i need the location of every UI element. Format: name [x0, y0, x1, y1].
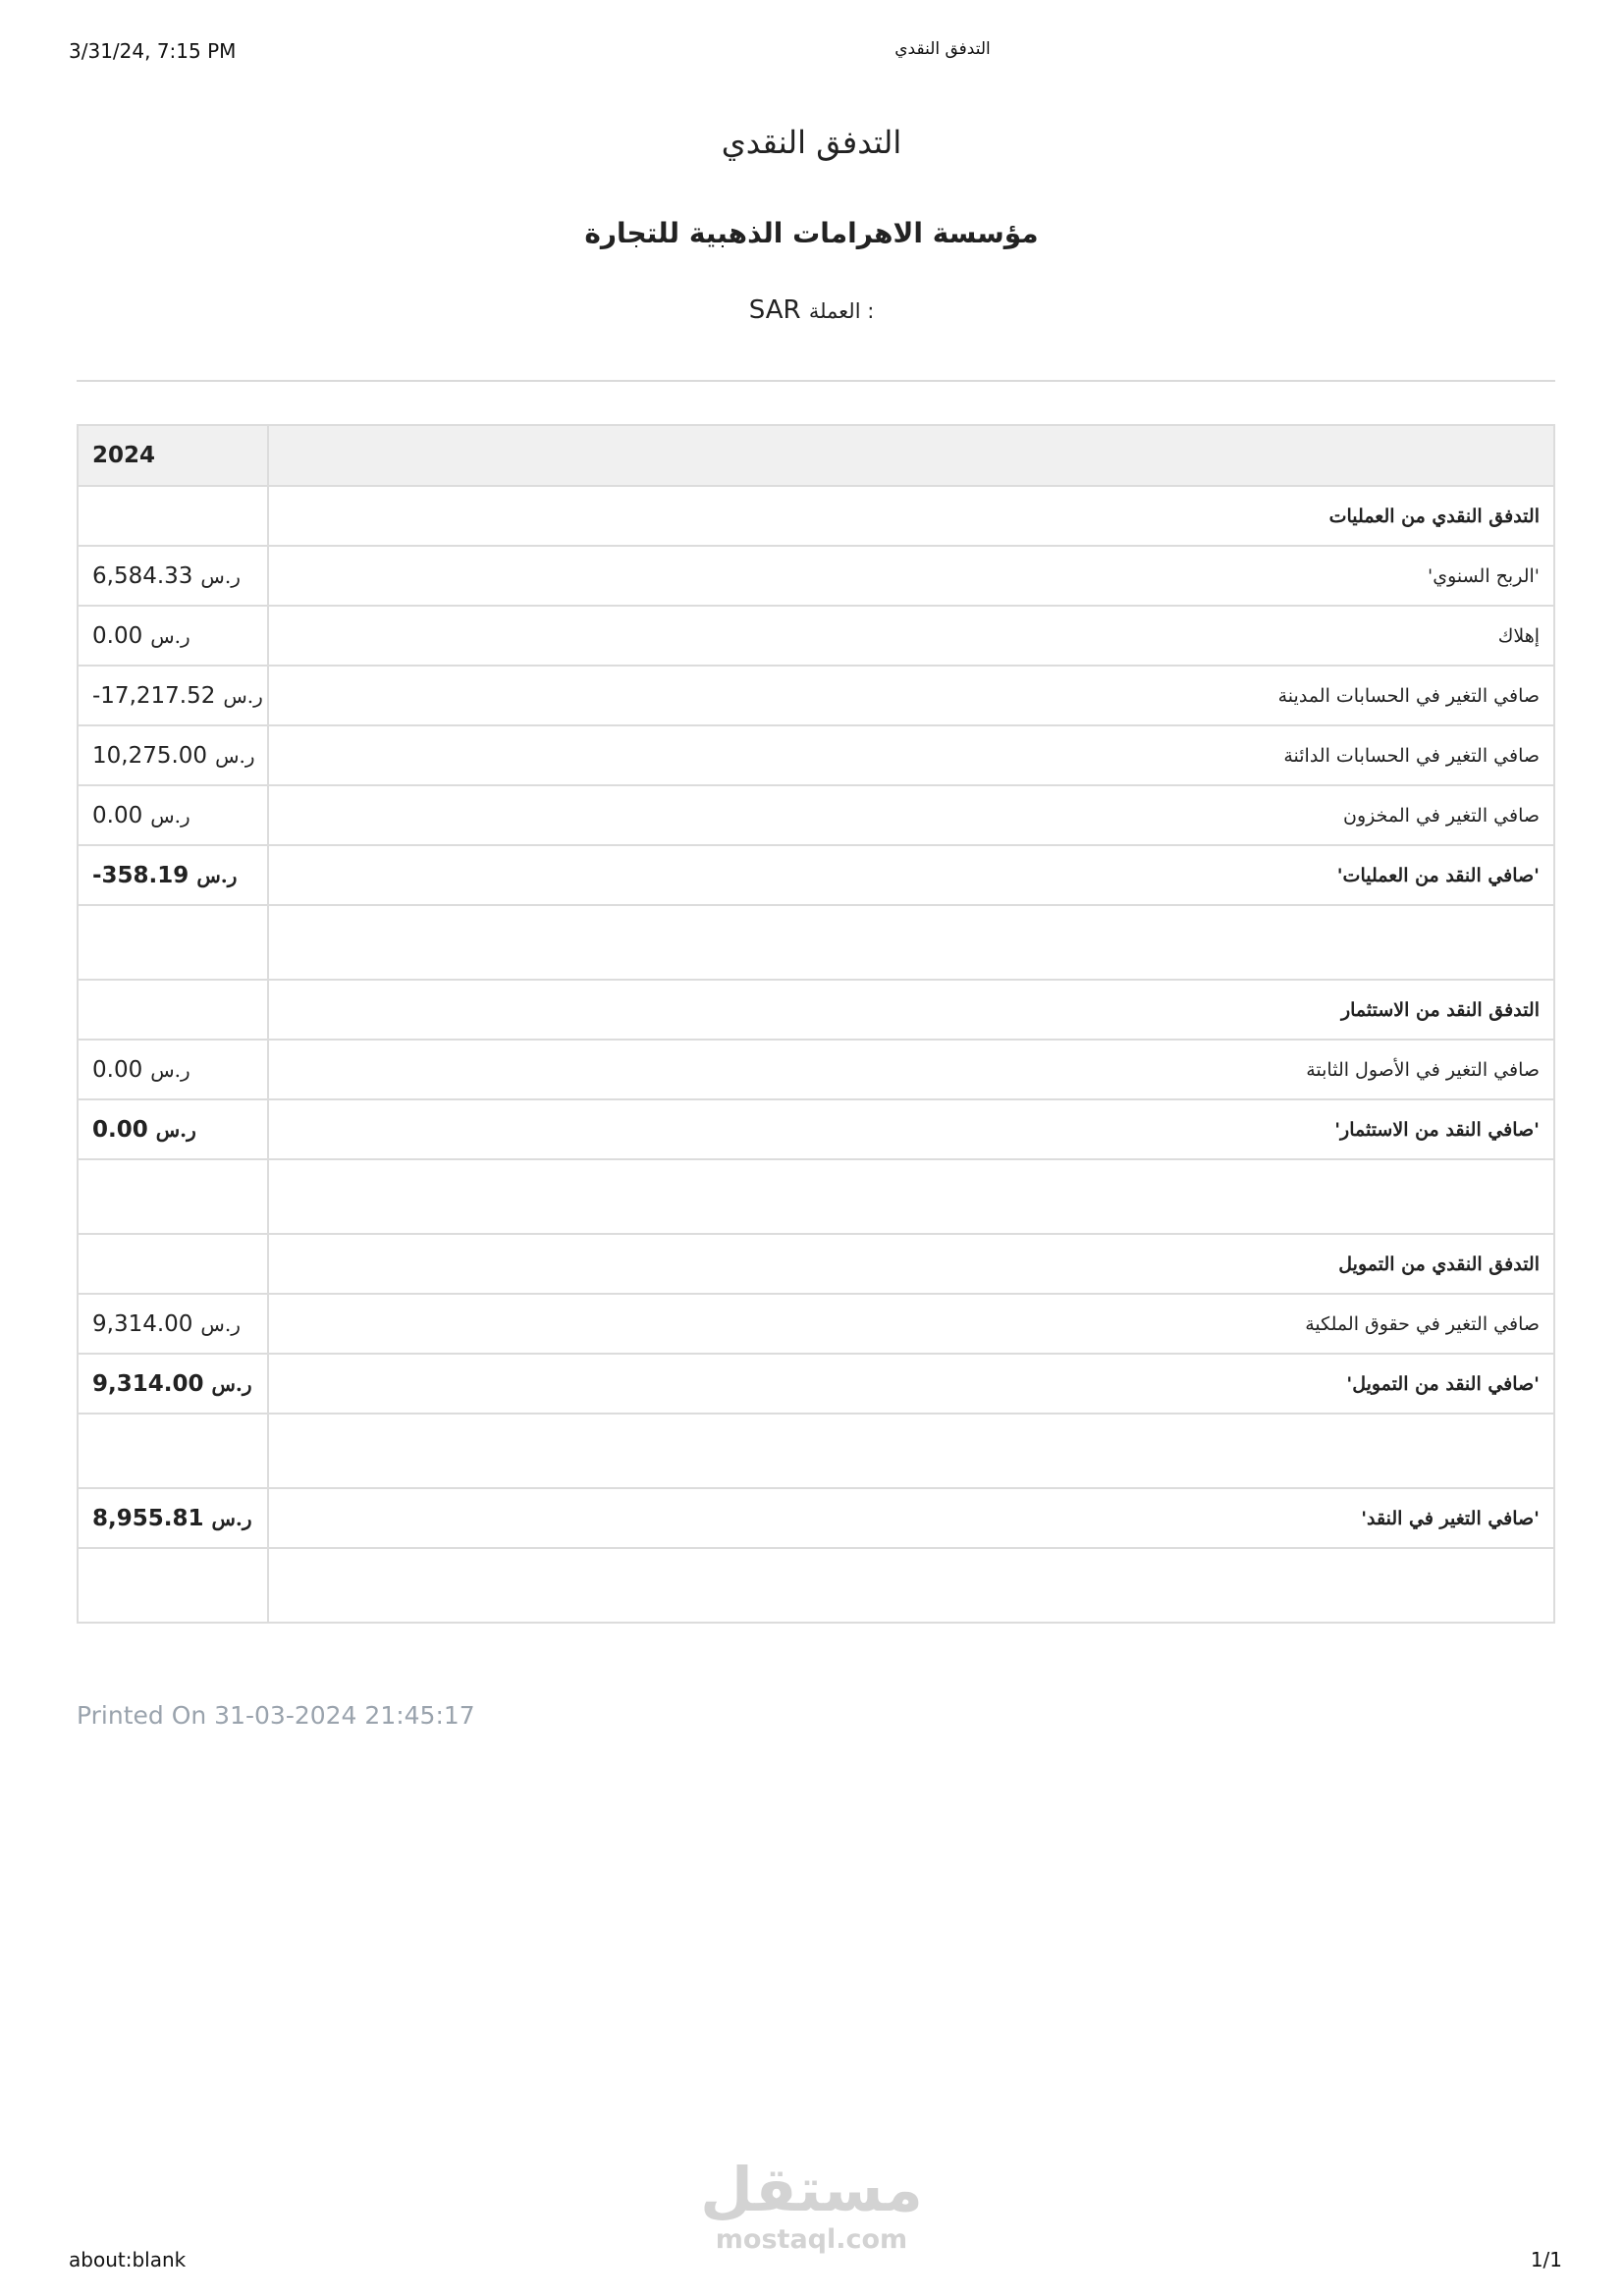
currency-symbol: ر.س	[150, 1057, 190, 1082]
spacer-row	[78, 1159, 1554, 1234]
currency-label: العملة :	[808, 299, 875, 323]
mostaql-watermark	[0, 2154, 1623, 2255]
amount-value: 8,955.81	[92, 1505, 204, 1531]
row-label: صافي التغير في الحسابات المدينة	[268, 666, 1554, 725]
row-label: التدفق النقدي من العمليات	[268, 486, 1554, 546]
currency-symbol: ر.س	[215, 743, 255, 768]
company-name: مؤسسة الاهرامات الذهبية للتجارة	[584, 217, 1039, 249]
section-row	[78, 980, 1554, 1040]
total-row	[78, 1488, 1554, 1548]
print-url: about:blank	[69, 2248, 187, 2271]
browser-print-header	[0, 39, 1623, 69]
report-header	[0, 113, 1623, 333]
amount-value: 6,584.33	[92, 562, 193, 589]
currency-symbol: ر.س	[150, 803, 190, 828]
row-label: التدفق النقد من الاستثمار	[268, 980, 1554, 1040]
spacer-row	[78, 905, 1554, 980]
amount-value: 0.00	[92, 1056, 143, 1083]
currency-symbol: ر.س	[150, 623, 190, 648]
print-datetime: 3/31/24, 7:15 PM	[69, 39, 237, 63]
amount-cell	[78, 1040, 268, 1099]
amount-cell	[78, 1099, 268, 1159]
year-header: 2024	[78, 425, 268, 486]
currency-symbol: ر.س	[211, 1371, 252, 1396]
amount-value: -17,217.52	[92, 682, 216, 709]
item-row	[78, 785, 1554, 845]
row-label: صافي التغير في حقوق الملكية	[268, 1294, 1554, 1354]
amount-cell	[78, 1488, 268, 1548]
item-row	[78, 666, 1554, 725]
currency-symbol: ر.س	[211, 1506, 252, 1530]
amount-cell	[78, 980, 268, 1040]
print-tab-title: التدفق النقدي	[894, 39, 991, 59]
spacer-row	[78, 1414, 1554, 1488]
amount-cell	[78, 606, 268, 666]
item-row	[78, 1294, 1554, 1354]
item-row	[78, 725, 1554, 785]
browser-print-footer	[0, 2248, 1623, 2277]
section-row	[78, 1234, 1554, 1294]
row-label	[268, 1414, 1554, 1488]
amount-cell	[78, 1354, 268, 1414]
currency-symbol: ر.س	[196, 863, 238, 887]
currency-symbol: ر.س	[200, 1311, 241, 1336]
table-header-row	[78, 425, 1554, 486]
currency-symbol: ر.س	[155, 1117, 196, 1142]
row-label: التدفق النقدي من التمويل	[268, 1234, 1554, 1294]
watermark-logo: مستقل	[700, 2154, 923, 2225]
amount-cell	[78, 1159, 268, 1234]
section-row	[78, 486, 1554, 546]
spacer-row	[78, 1548, 1554, 1623]
amount-cell	[78, 1234, 268, 1294]
amount-cell	[78, 845, 268, 905]
amount-value: 0.00	[92, 622, 143, 649]
row-label: صافي التغير في الأصول الثابتة	[268, 1040, 1554, 1099]
amount-value: 9,314.00	[92, 1370, 204, 1397]
print-page-count: 1/1	[1530, 2248, 1562, 2271]
printed-on-timestamp: Printed On 31-03-2024 21:45:17	[77, 1701, 475, 1730]
currency-line	[0, 288, 1623, 333]
amount-cell	[78, 486, 268, 546]
report-title: التدفق النقدي	[721, 124, 902, 161]
currency-symbol: ر.س	[200, 563, 241, 588]
currency-symbol: ر.س	[223, 683, 263, 708]
row-label	[268, 1548, 1554, 1623]
row-label: 'الربح السنوي'	[268, 546, 1554, 606]
row-label: 'صافي النقد من العمليات'	[268, 845, 1554, 905]
amount-value: 10,275.00	[92, 742, 208, 769]
total-row	[78, 1099, 1554, 1159]
amount-value: -358.19	[92, 862, 189, 888]
currency-code: SAR	[748, 295, 801, 325]
cash-flow-table	[77, 424, 1555, 1624]
row-label: إهلاك	[268, 606, 1554, 666]
item-row	[78, 546, 1554, 606]
label-header	[268, 425, 1554, 486]
amount-value: 0.00	[92, 1116, 148, 1143]
amount-cell	[78, 1414, 268, 1488]
item-row	[78, 606, 1554, 666]
amount-cell	[78, 725, 268, 785]
amount-value: 0.00	[92, 802, 143, 828]
amount-cell	[78, 546, 268, 606]
row-label: صافي التغير في الحسابات الدائنة	[268, 725, 1554, 785]
amount-cell	[78, 905, 268, 980]
watermark-domain: mostaql.com	[715, 2224, 908, 2255]
row-label: 'صافي التغير في النقد'	[268, 1488, 1554, 1548]
row-label	[268, 905, 1554, 980]
total-row	[78, 1354, 1554, 1414]
cash-flow-rows	[78, 486, 1554, 1623]
item-row	[78, 1040, 1554, 1099]
amount-value: 9,314.00	[92, 1310, 193, 1337]
amount-cell	[78, 666, 268, 725]
amount-cell	[78, 1294, 268, 1354]
total-row	[78, 845, 1554, 905]
row-label: 'صافي النقد من الاستثمار'	[268, 1099, 1554, 1159]
amount-cell	[78, 1548, 268, 1623]
row-label: صافي التغير في المخزون	[268, 785, 1554, 845]
row-label: 'صافي النقد من التمويل'	[268, 1354, 1554, 1414]
header-divider	[77, 380, 1555, 382]
amount-cell	[78, 785, 268, 845]
row-label	[268, 1159, 1554, 1234]
